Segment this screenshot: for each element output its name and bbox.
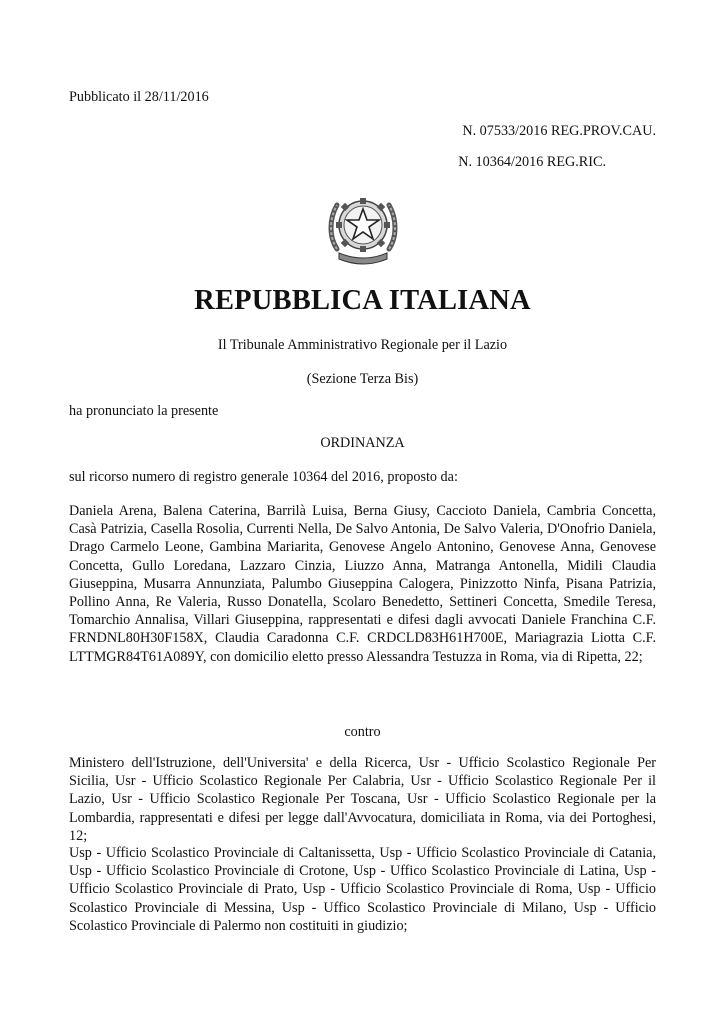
document-title: REPUBBLICA ITALIANA [194, 285, 531, 316]
publication-date: Pubblicato il 28/11/2016 [69, 89, 209, 105]
reg-prov-number: N. 07533/2016 REG.PROV.CAU. [462, 123, 656, 139]
reg-ric-number: N. 10364/2016 REG.RIC. [458, 154, 606, 170]
tribunal-name: Il Tribunale Amministrativo Regionale per il Lazio [217, 337, 508, 353]
ricorso-text: sul ricorso numero di registro generale 10364 del 2016, proposto da: [69, 469, 458, 485]
ordinanza-heading: ORDINANZA [320, 435, 405, 451]
provincial-offices-paragraph: Usp - Ufficio Scolastico Provinciale di Caltanissetta, Usp - Ufficio Scolastico Provinciale di Catania, Usp - Ufficio Scolastico Provinciale di Crotone, Usp - Uffico Scolastico Provinciale di Latina, Usp - Ufficio Scolastico Provinciale di Prato, Usp - Ufficio Scolastico Provinciale di Roma, Usp - Ufficio Scolastico Provinciale di Messina, Usp - Uffico Scolastico Provinciale di Milano, Usp - Ufficio Scolastico Provinciale di Palermo non costituiti in giudizio; [69, 845, 656, 934]
section-name: (Sezione Terza Bis) [306, 371, 419, 387]
parties-paragraph: Daniela Arena, Balena Caterina, Barrilà Luisa, Berna Giusy, Caccioto Daniela, Cambria Concetta, Casà Patrizia, Casella Rosolia, Currenti Nella, De Salvo Antonia, De Salvo Valeria, D'Onofrio Daniela, Drago Carmelo Leone, Gambina Mariarita, Genovese Angelo Antonino, Genovese Anna, Genovese Concetta, Gullo Loredana, Lazzaro Cinzia, Liuzzo Anna, Matranga Antonella, Midili Claudia Giuseppina, Musarra Annunziata, Palumbo Giuseppina Calogera, Pinizzotto Ninfa, Pisana Patrizia, Pollino Anna, Re Valeria, Russo Donatella, Scolaro Benedetto, Settineri Concetta, Smedile Teresa, Tomarchio Annalisa, Villari Giuseppina, rappresentati e difesi dagli avvocati Daniele Franchina C.F. FRNDNL80H30F158X, Claudia Caradonna C.F. CRDCLD83H61H700E, Mariagrazia Liotta C.F. LTTMGR84T61A089Y, con domicilio eletto presso Alessandra Testuzza in Roma, via di Ripetta, 22; [69, 503, 656, 665]
italian-republic-emblem-icon [327, 189, 399, 267]
contro-heading: contro [344, 724, 381, 740]
respondents-paragraph: Ministero dell'Istruzione, dell'Universita' e della Ricerca, Usr - Ufficio Scolastico Regionale Per Sicilia, Usr - Ufficio Scolastico Regionale Per Calabria, Usr - Ufficio Scolastico Regionale Per il Lazio, Usr - Ufficio Scolastico Regionale Per Toscana, Usr - Ufficio Scolastico Regionale per la Lombardia, rappresentati e difesi per legge dall'Avvocatura, domiciliata in Roma, via dei Portoghesi, 12; [69, 755, 656, 844]
pronounced-text: ha pronunciato la presente [69, 403, 219, 419]
